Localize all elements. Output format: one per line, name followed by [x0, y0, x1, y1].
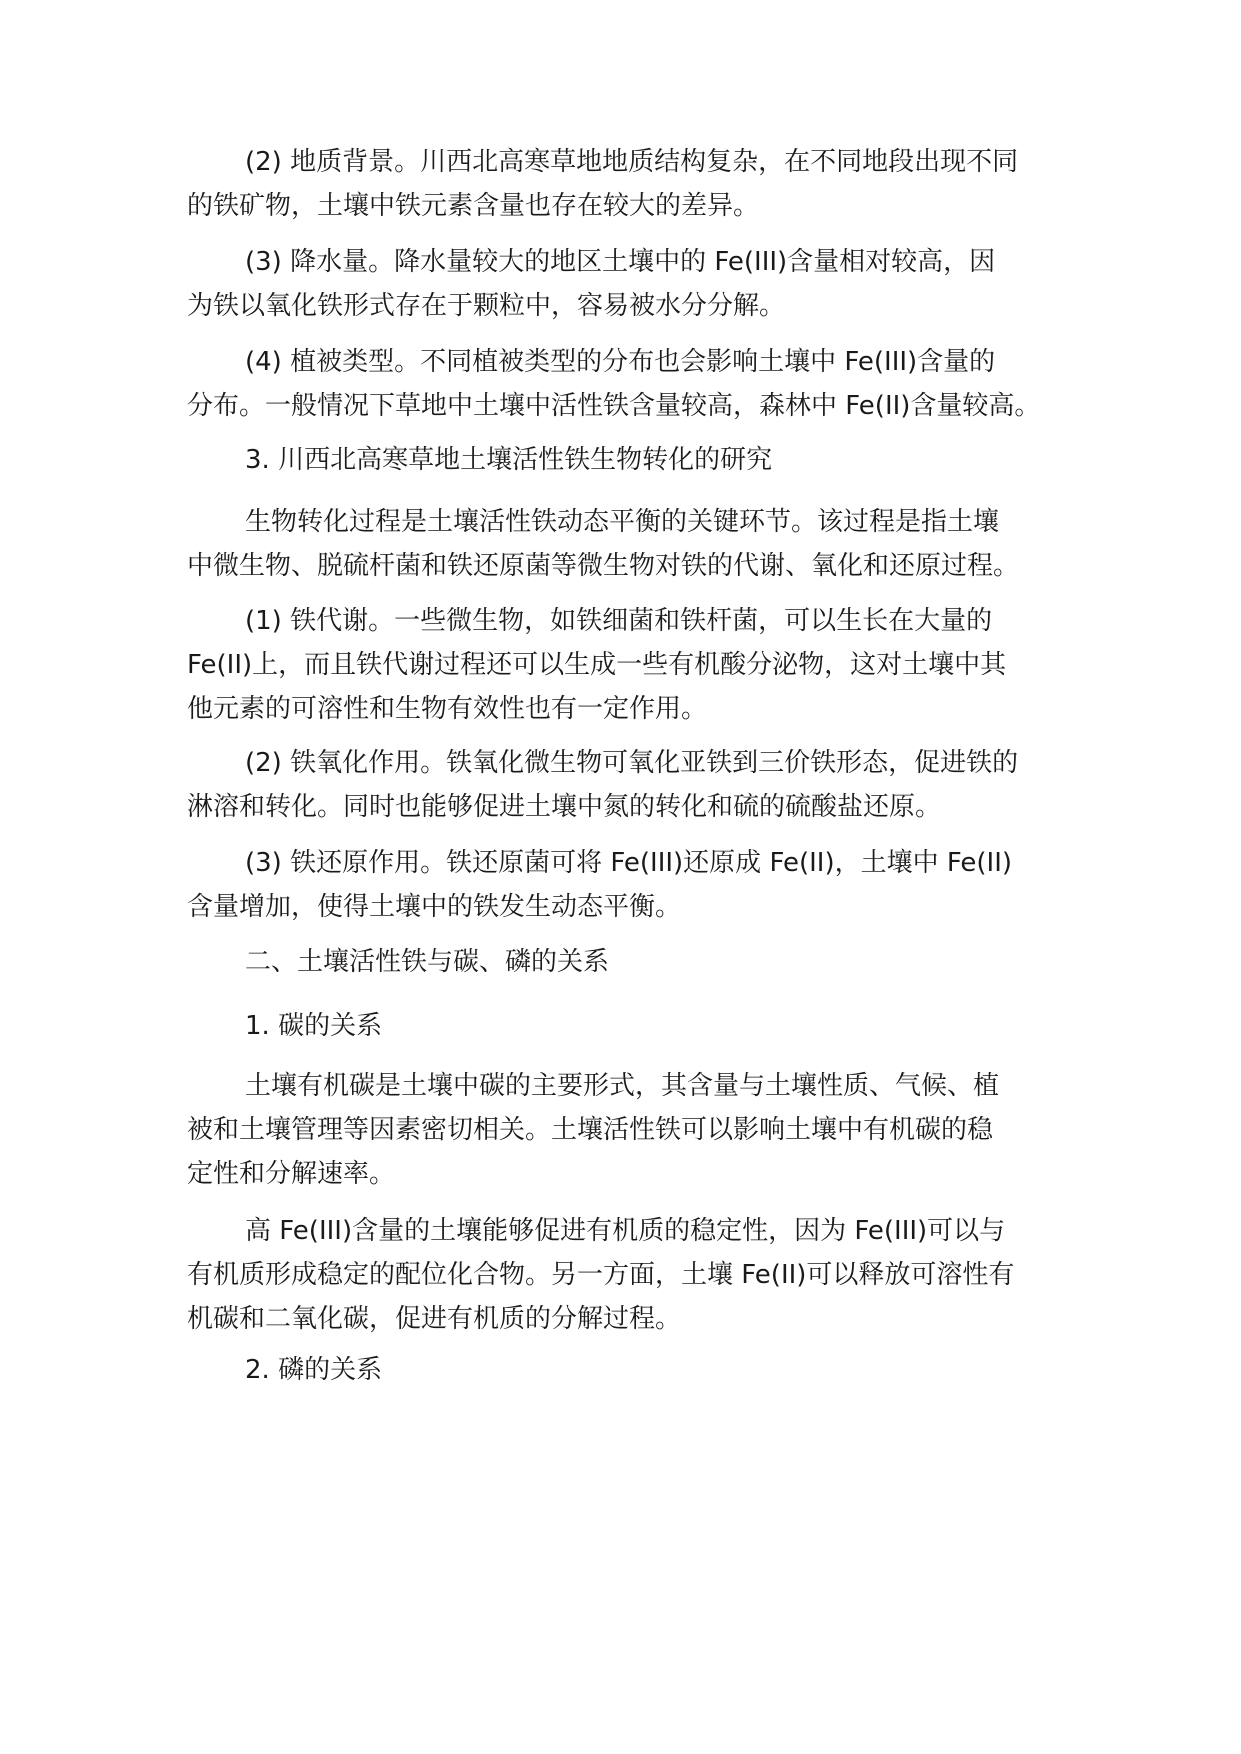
text-line: 生物转化过程是土壤活性铁动态平衡的关键环节。该过程是指土壤	[245, 507, 1000, 537]
text-line: 分布。一般情况下草地中土壤中活性铁含量较高，森林中 Fe(II)含量较高。	[187, 391, 1041, 421]
text-line: 高 Fe(III)含量的土壤能够促进有机质的稳定性，因为 Fe(III)可以与	[245, 1216, 1006, 1246]
paragraph-iron-metabolism	[187, 599, 1006, 731]
text-line: 为铁以氧化铁形式存在于颗粒中，容易被水分分解。	[187, 291, 786, 321]
paragraph-iron-reduction	[187, 841, 1012, 929]
text-line: (3) 降水量。降水量较大的地区土壤中的 Fe(III)含量相对较高，因	[245, 247, 996, 277]
text-line: 淋溶和转化。同时也能够促进土壤中氮的转化和硫的硫酸盐还原。	[187, 792, 942, 822]
text-line: 含量增加，使得土壤中的铁发生动态平衡。	[187, 892, 682, 922]
text-line: 2. 磷的关系	[245, 1355, 383, 1385]
text-line: 3. 川西北高寒草地土壤活性铁生物转化的研究	[245, 445, 773, 475]
text-line: 1. 碳的关系	[245, 1011, 383, 1041]
text-line: 二、土壤活性铁与碳、磷的关系	[245, 947, 610, 977]
text-line: (2) 地质背景。川西北高寒草地地质结构复杂，在不同地段出现不同	[245, 147, 1019, 177]
text-line: 定性和分解速率。	[187, 1159, 396, 1189]
text-line: 被和土壤管理等因素密切相关。土壤活性铁可以影响土壤中有机碳的稳	[187, 1115, 994, 1145]
paragraph-biotransformation-intro	[187, 500, 1019, 588]
section-heading-carbon-phosphorus	[187, 940, 609, 984]
text-line: Fe(II)上，而且铁代谢过程还可以生成一些有机酸分泌物，这对土壤中其	[187, 650, 1007, 680]
text-line: (1) 铁代谢。一些微生物，如铁细菌和铁杆菌，可以生长在大量的	[245, 606, 993, 636]
text-line: 的铁矿物，土壤中铁元素含量也存在较大的差异。	[187, 191, 760, 221]
text-line: 有机质形成稳定的配位化合物。另一方面，土壤 Fe(II)可以释放可溶性有	[187, 1260, 1015, 1290]
paragraph-iron-oxidation	[187, 741, 1018, 829]
subheading-phosphorus	[187, 1348, 382, 1392]
paragraph-fe-organic-matter	[187, 1209, 1014, 1341]
text-line: (4) 植被类型。不同植被类型的分布也会影响土壤中 Fe(III)含量的	[245, 347, 996, 377]
text-line: (2) 铁氧化作用。铁氧化微生物可氧化亚铁到三价铁形态，促进铁的	[245, 748, 1019, 778]
paragraph-soil-organic-carbon	[187, 1064, 999, 1196]
text-line: 土壤有机碳是土壤中碳的主要形式，其含量与土壤性质、气候、植	[245, 1071, 1000, 1101]
text-line: 机碳和二氧化碳，促进有机质的分解过程。	[187, 1304, 682, 1334]
paragraph-vegetation-type	[187, 340, 1040, 428]
paragraph-geological-background	[187, 140, 1018, 228]
subheading-carbon	[187, 1004, 382, 1048]
paragraph-precipitation	[187, 240, 995, 328]
text-line: 他元素的可溶性和生物有效性也有一定作用。	[187, 694, 708, 724]
text-line: 中微生物、脱硫杆菌和铁还原菌等微生物对铁的代谢、氧化和还原过程。	[187, 551, 1020, 581]
section-heading-biotransformation	[187, 438, 772, 482]
text-line: (3) 铁还原作用。铁还原菌可将 Fe(III)还原成 Fe(II)，土壤中 Fe(II)	[245, 848, 1013, 878]
